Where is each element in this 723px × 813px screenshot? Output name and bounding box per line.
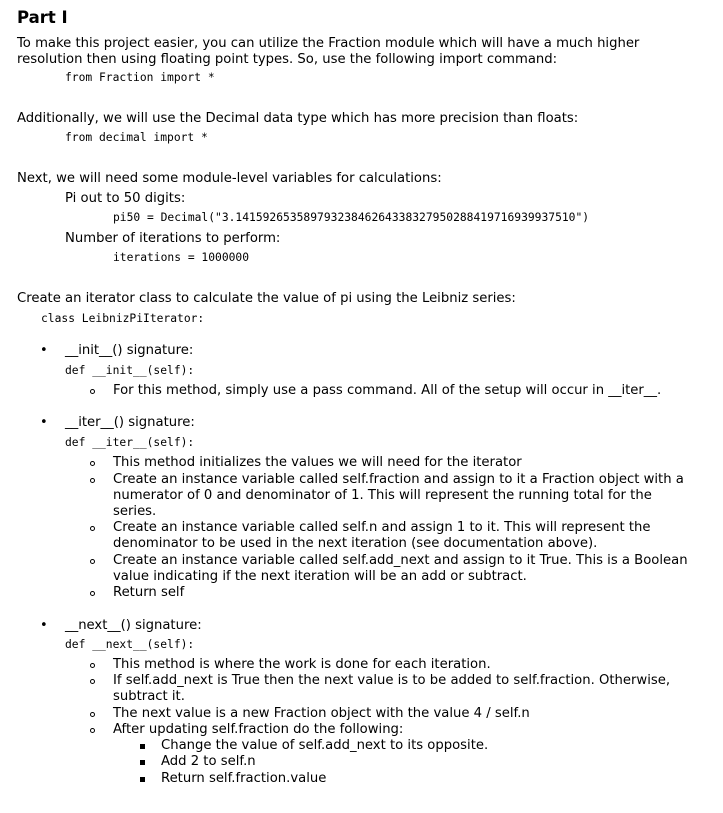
next-substep-1: Change the value of self.add_next to its opposite. bbox=[161, 738, 489, 753]
bullet-icon: • bbox=[40, 618, 48, 633]
next-step-2-line-2: subtract it. bbox=[113, 689, 185, 704]
circle-bullet-icon bbox=[90, 591, 95, 596]
next-substep-3: Return self.fraction.value bbox=[161, 771, 327, 786]
circle-bullet-icon bbox=[90, 389, 95, 394]
iter-step-3-line-1: Create an instance variable called self.n and assign 1 to it. This will represent the bbox=[113, 520, 651, 535]
init-signature: __init__() signature: bbox=[65, 343, 194, 358]
next-step-3: The next value is a new Fraction object with the value 4 / self.n bbox=[113, 706, 530, 721]
iter-step-2-line-2: numerator of 0 and denominator of 1. This will represent the running total for the bbox=[113, 488, 652, 503]
intro-line-1: To make this project easier, you can utilize the Fraction module which will have a much higher bbox=[17, 36, 640, 51]
iterations-code: iterations = 1000000 bbox=[113, 251, 250, 264]
circle-bullet-icon bbox=[90, 461, 95, 466]
iter-step-2-line-1: Create an instance variable called self.fraction and assign to it a Fraction object with a bbox=[113, 472, 684, 487]
intro-line-2: resolution then using floating point types. So, use the following import command: bbox=[17, 52, 558, 67]
bullet-icon: • bbox=[40, 415, 48, 430]
square-bullet-icon bbox=[140, 777, 145, 782]
import-decimal-code: from decimal import * bbox=[65, 131, 208, 144]
next-signature: __next__() signature: bbox=[65, 618, 202, 633]
bullet-icon: • bbox=[40, 343, 48, 358]
circle-bullet-icon bbox=[90, 679, 95, 684]
decimal-intro: Additionally, we will use the Decimal data type which has more precision than floats: bbox=[17, 111, 579, 126]
pi-label: Pi out to 50 digits: bbox=[65, 191, 186, 206]
iter-step-5: Return self bbox=[113, 585, 185, 600]
next-substep-2: Add 2 to self.n bbox=[161, 754, 256, 769]
circle-bullet-icon bbox=[90, 559, 95, 564]
next-step-1: This method is where the work is done for each iteration. bbox=[113, 657, 491, 672]
iter-step-4-line-1: Create an instance variable called self.add_next and assign to it True. This is a Boolean bbox=[113, 553, 688, 568]
pi50-code: pi50 = Decimal("3.14159265358979323846264338327950288419716939937510") bbox=[113, 211, 590, 224]
init-def-code: def __init__(self): bbox=[65, 364, 195, 377]
next-def-code: def __next__(self): bbox=[65, 638, 195, 651]
circle-bullet-icon bbox=[90, 526, 95, 531]
class-definition-code: class LeibnizPiIterator: bbox=[41, 312, 205, 325]
vars-intro: Next, we will need some module-level variables for calculations: bbox=[17, 171, 442, 186]
page-title: Part I bbox=[17, 8, 68, 27]
circle-bullet-icon bbox=[90, 728, 95, 733]
iter-step-1: This method initializes the values we will need for the iterator bbox=[113, 455, 522, 470]
iter-def-code: def __iter__(self): bbox=[65, 436, 195, 449]
iter-step-3-line-2: denominator to be used in the next iteration (see documentation above). bbox=[113, 536, 598, 551]
circle-bullet-icon bbox=[90, 478, 95, 483]
init-note: For this method, simply use a pass command. All of the setup will occur in __iter__. bbox=[113, 383, 662, 398]
circle-bullet-icon bbox=[90, 712, 95, 717]
iter-step-2-line-3: series. bbox=[113, 504, 157, 519]
next-step-4: After updating self.fraction do the following: bbox=[113, 722, 404, 737]
import-fraction-code: from Fraction import * bbox=[65, 71, 215, 84]
iter-signature: __iter__() signature: bbox=[65, 415, 195, 430]
square-bullet-icon bbox=[140, 744, 145, 749]
iterator-intro: Create an iterator class to calculate the value of pi using the Leibniz series: bbox=[17, 291, 516, 306]
next-step-2-line-1: If self.add_next is True then the next value is to be added to self.fraction. Otherwise, bbox=[113, 673, 671, 688]
iterations-label: Number of iterations to perform: bbox=[65, 231, 281, 246]
iter-step-4-line-2: value indicating if the next iteration will be an add or subtract. bbox=[113, 569, 527, 584]
circle-bullet-icon bbox=[90, 663, 95, 668]
square-bullet-icon bbox=[140, 760, 145, 765]
